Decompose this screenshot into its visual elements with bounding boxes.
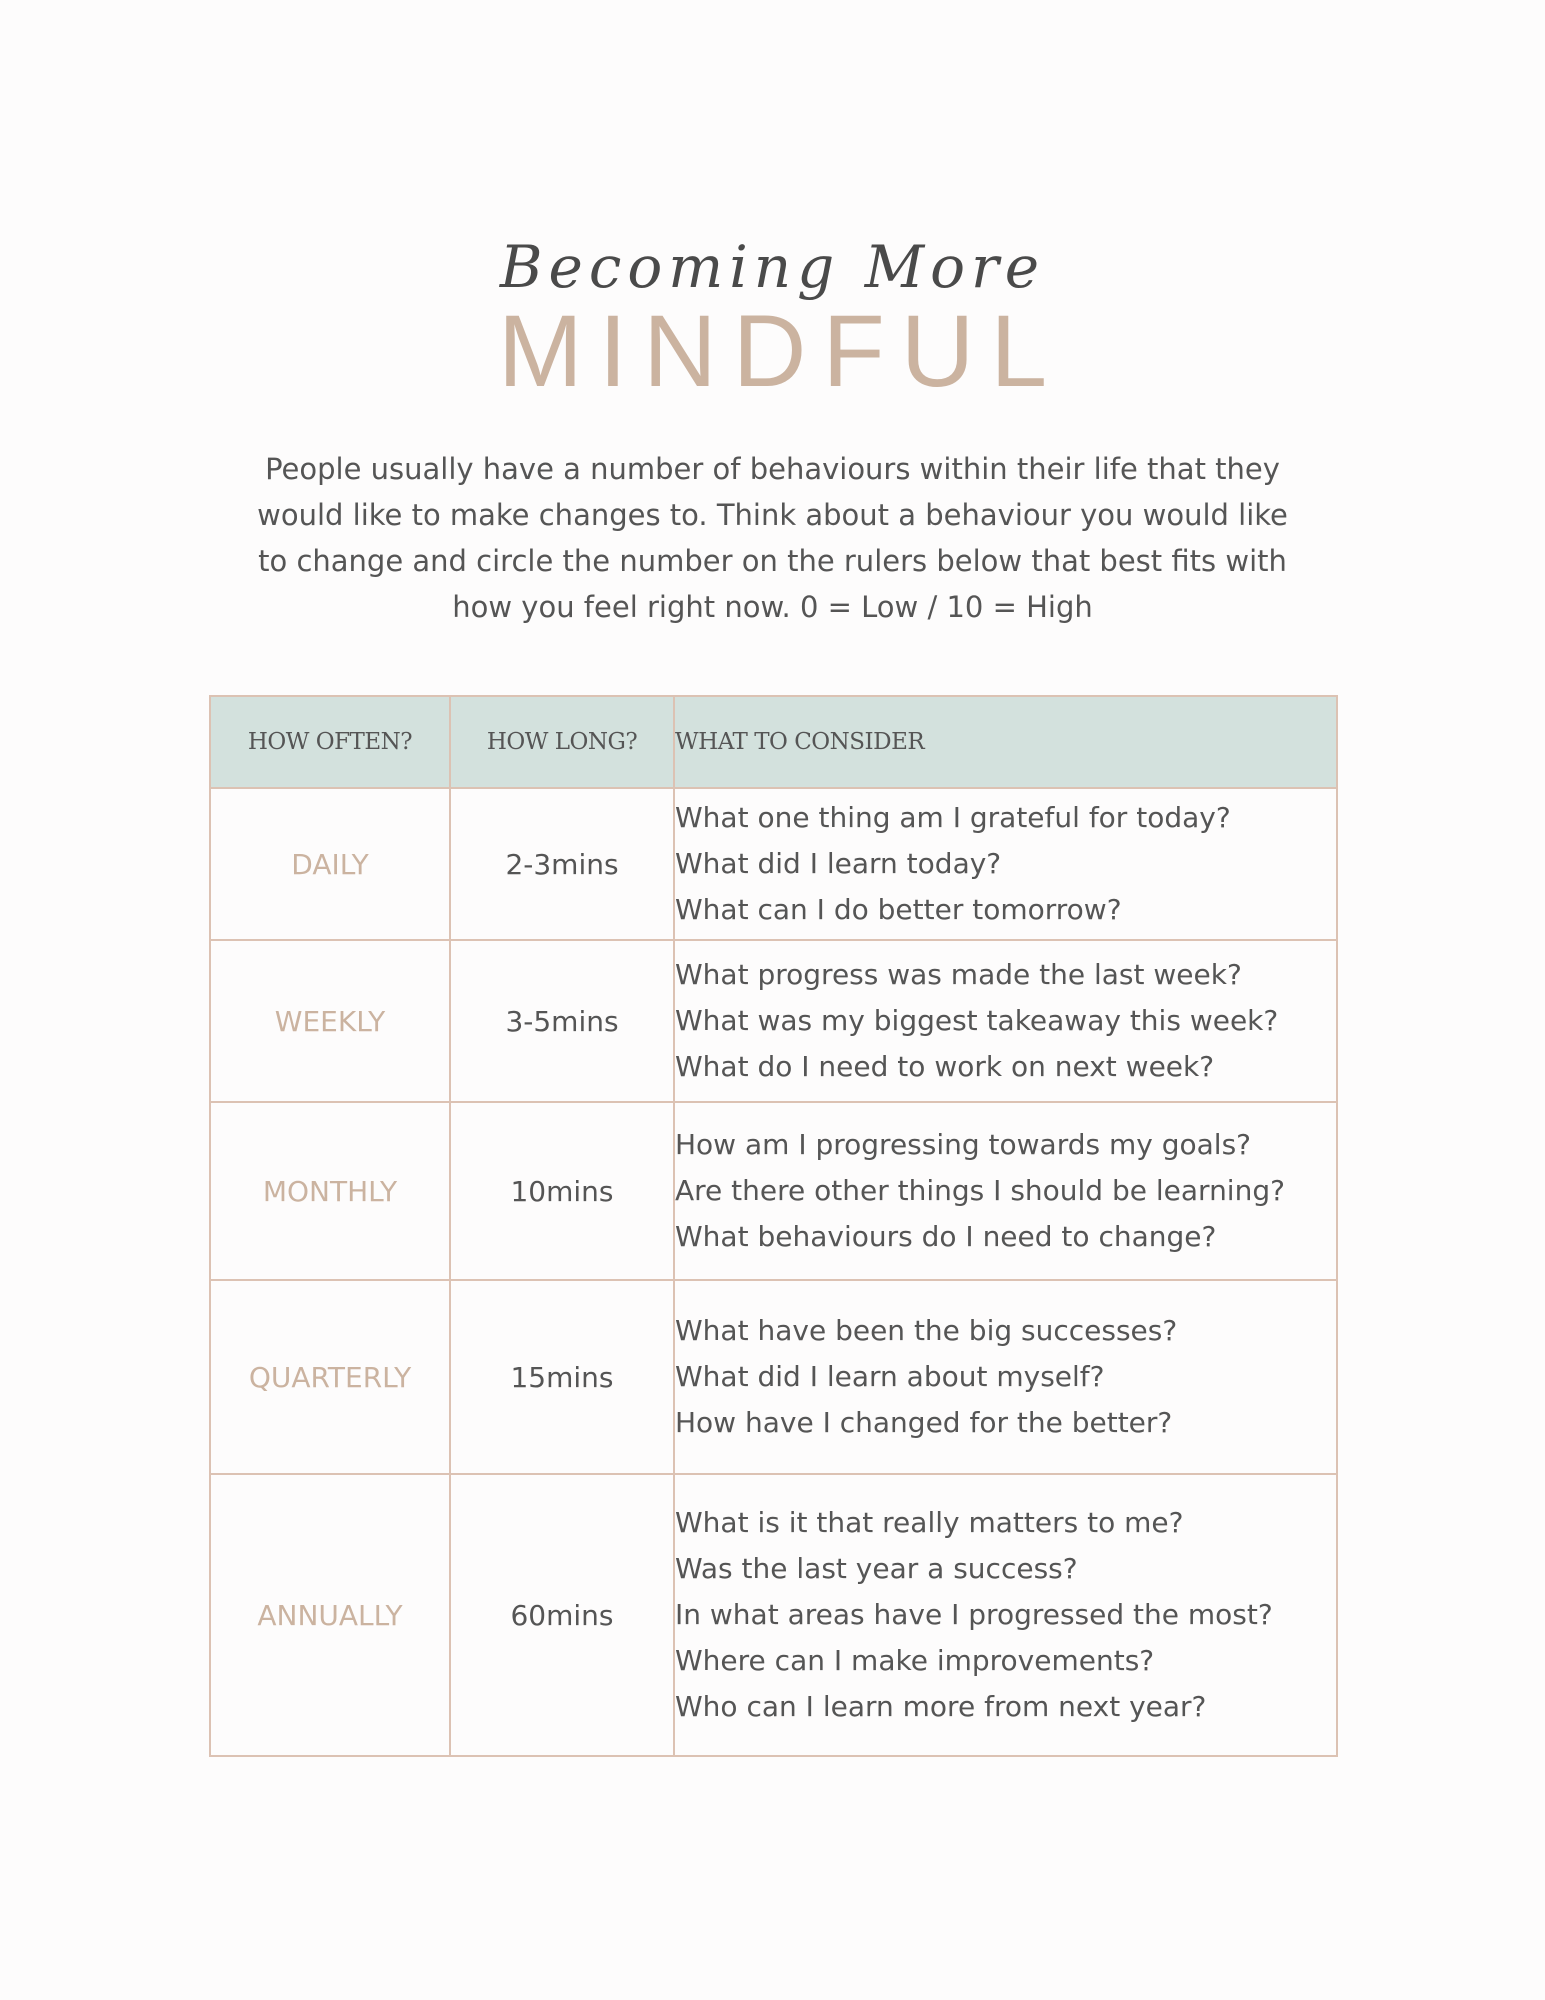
table-row-annually [210, 1474, 1337, 1756]
question-item: How am I progressing towards my goals? [675, 1128, 1252, 1161]
question-item: Are there other things I should be learning? [675, 1174, 1285, 1207]
questions-cell [674, 1102, 1337, 1280]
duration-cell: 10mins [450, 1102, 674, 1280]
question-item: What do I need to work on next week? [675, 1050, 1215, 1083]
frequency-cell: ANNUALLY [210, 1474, 450, 1756]
frequency-cell: DAILY [210, 788, 450, 940]
questions-cell [674, 1474, 1337, 1756]
duration-cell: 60mins [450, 1474, 674, 1756]
question-item: How have I changed for the better? [675, 1406, 1173, 1439]
intro-paragraph: People usually have a number of behaviours within their life that they would like to make changes to. Think about a behaviour you would like to change and circle the number on the rulers below that best fits with how you feel right now. 0 = Low / 10 = High [257, 452, 1288, 624]
question-item: Was the last year a success? [675, 1552, 1078, 1585]
questions-cell [674, 788, 1337, 940]
question-item: What behaviours do I need to change? [675, 1220, 1217, 1253]
question-item: Who can I learn more from next year? [675, 1690, 1207, 1723]
questions-cell [674, 940, 1337, 1102]
table-header-row [210, 696, 1337, 788]
duration-cell: 3-5mins [450, 940, 674, 1102]
table-row-quarterly [210, 1280, 1337, 1474]
question-item: What is it that really matters to me? [675, 1506, 1184, 1539]
page-title-main: MINDFUL [497, 294, 1064, 408]
question-item: What can I do better tomorrow? [675, 893, 1122, 926]
duration-cell: 15mins [450, 1280, 674, 1474]
header-how-often: HOW OFTEN? [210, 696, 450, 788]
question-item: What was my biggest takeaway this week? [675, 1004, 1279, 1037]
header-what-to-consider: WHAT TO CONSIDER [674, 696, 1337, 788]
table-row-daily [210, 788, 1337, 940]
duration-cell: 2-3mins [450, 788, 674, 940]
question-item: What have been the big successes? [675, 1314, 1178, 1347]
table-row-monthly [210, 1102, 1337, 1280]
frequency-cell: WEEKLY [210, 940, 450, 1102]
page-title-script: Becoming More [499, 233, 1046, 301]
question-item: Where can I make improvements? [675, 1644, 1155, 1677]
questions-cell [674, 1280, 1337, 1474]
header-how-long: HOW LONG? [450, 696, 674, 788]
question-item: What progress was made the last week? [675, 958, 1242, 991]
frequency-cell: MONTHLY [210, 1102, 450, 1280]
question-item: What did I learn about myself? [675, 1360, 1105, 1393]
question-item: What one thing am I grateful for today? [675, 801, 1231, 834]
mindfulness-table [209, 695, 1338, 1757]
question-item: What did I learn today? [675, 847, 1002, 880]
frequency-cell: QUARTERLY [210, 1280, 450, 1474]
table-row-weekly [210, 940, 1337, 1102]
question-item: In what areas have I progressed the most? [675, 1598, 1273, 1631]
